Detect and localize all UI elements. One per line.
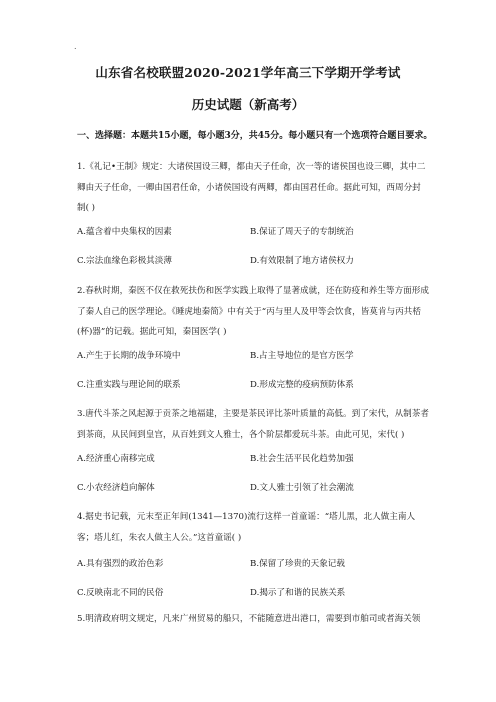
question-3-option-c[interactable]: C.小农经济趋向解体 xyxy=(77,483,155,493)
question-1-option-b[interactable]: B.保证了周天子的专制统治 xyxy=(250,227,354,237)
question-1-option-c[interactable]: C.宗法血缘色彩极其淡薄 xyxy=(77,256,172,266)
question-2-option-c[interactable]: C.注重实践与理论间的联系 xyxy=(77,380,181,390)
question-5-stem: 5.明清政府明文规定，凡来广州贸易的船只，不能随意进出港口，需要到市舶司或者海关领 xyxy=(77,614,421,624)
question-1-option-d[interactable]: D.有效限制了地方诸侯权力 xyxy=(250,256,354,266)
question-4-option-a[interactable]: A.具有强烈的政治色彩 xyxy=(77,559,164,569)
question-3-option-a[interactable]: A.经济重心南移完成 xyxy=(77,454,155,464)
question-4-option-c[interactable]: C.反映南北不同的民俗 xyxy=(77,588,164,598)
question-1-options xyxy=(77,225,429,285)
question-2-option-b[interactable]: B.占主导地位的是官方医学 xyxy=(250,351,354,361)
question-2-options xyxy=(77,349,429,409)
question-1-stem: 1.《礼记•王制》规定：大诸侯国设三卿，都由天子任命，次一等的诸侯国也设三卿，其中二卿由天子任命，一卿由国君任命，小诸侯国设有两卿，都由国君任命。据此可知，西周分封制( ) xyxy=(77,162,426,213)
section-heading: 一、选择题：本题共15小题，每小题3分，共45分。每小题只有一个选项符合题目要求。 xyxy=(77,131,433,141)
question-3-options xyxy=(77,452,429,512)
question-1-option-a[interactable]: A.蕴含着中央集权的因素 xyxy=(77,227,172,237)
question-4-stem: 4.据史书记载，元末至正年间(1341—1370)流行这样一首童谣：“塔儿黑，北人做主南人客；塔儿红，朱衣人做主人公。”这首童谣( ) xyxy=(77,512,416,543)
question-4-options xyxy=(77,557,429,617)
question-3-option-d[interactable]: D.文人雅士引领了社会潮流 xyxy=(250,483,354,493)
question-4-option-b[interactable]: B.保留了珍贵的天象记载 xyxy=(250,559,345,569)
page-dot: . xyxy=(74,42,77,51)
question-2-option-d[interactable]: D.形成完整的疫病预防体系 xyxy=(250,380,354,390)
question-3-stem: 3.唐代斗茶之风起源于贡茶之地福建，主要是茶民评比茶叶质量的高低。到了宋代，从制茶者到茶商，从民间到皇宫，从百姓到文人雅士，各个阶层都爱玩斗茶。由此可见，宋代( ) xyxy=(77,409,429,440)
question-2-stem: 2.春秋时期，秦医不仅在救死扶伤和医学实践上取得了显著成就，还在防疫和养生等方面形成了秦人自己的医学理论。《睡虎地秦简》中有关于“丙与里人及甲等会饮食，皆莫肯与丙共桮(杯)器”的记载。据此可知，秦国医学( ) xyxy=(77,286,429,337)
exam-subtitle: 历史试题（新高考） xyxy=(191,97,305,112)
exam-title: 山东省名校联盟2020-2021学年高三下学期开学考试 xyxy=(95,65,401,80)
question-4-option-d[interactable]: D.揭示了和谐的民族关系 xyxy=(250,588,346,598)
question-3-option-b[interactable]: B.社会生活平民化趋势加强 xyxy=(250,454,354,464)
question-2-option-a[interactable]: A.产生于长期的战争环境中 xyxy=(77,351,181,361)
